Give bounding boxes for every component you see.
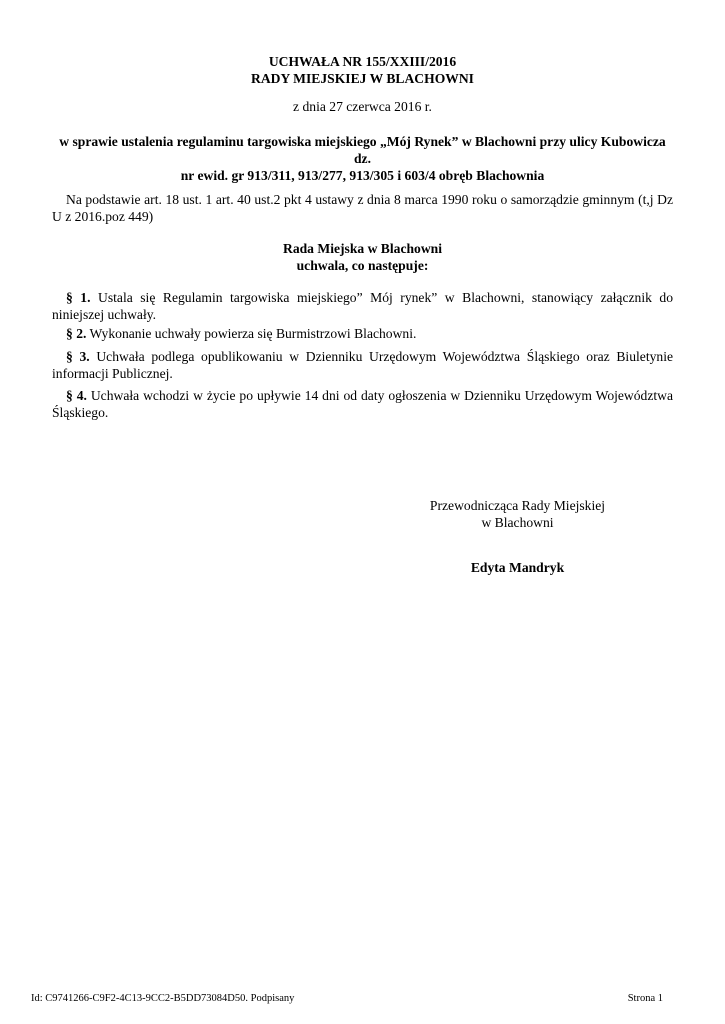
signature-role-line-2: w Blachowni (481, 515, 554, 530)
paragraph-4-text: Uchwała wchodzi w życie po upływie 14 dni od daty ogłoszenia w Dzienniku Urzędowym Województwa Śląskiego. (52, 388, 673, 420)
paragraph-2-number: § 2. (66, 326, 87, 341)
legal-basis: Na podstawie art. 18 ust. 1 art. 40 ust.2 pkt 4 ustawy z dnia 8 marca 1990 roku o samorządzie gminnym (t,j Dz U z 2016.poz 449) (52, 192, 673, 224)
resolution-date: z dnia 27 czerwca 2016 r. (293, 99, 432, 114)
resolution-number: UCHWAŁA NR 155/XXIII/2016 (268, 54, 457, 69)
resolves-line-2: uchwala, co następuje: (296, 258, 429, 273)
paragraph-3 (52, 348, 673, 382)
paragraph-4 (52, 387, 673, 421)
paragraph-1-number: § 1. (66, 290, 91, 305)
subject-line-2: nr ewid. gr 913/311, 913/277, 913/305 i 603/4 obręb Blachownia (180, 168, 545, 183)
page-number: Strona 1 (627, 993, 663, 1004)
resolution-title (52, 53, 673, 87)
paragraph-2-text: Wykonanie uchwały powierza się Burmistrzowi Blachowni. (86, 326, 417, 341)
resolves-heading (52, 240, 673, 274)
signature-role (400, 497, 635, 531)
signature-role-line-1: Przewodnicząca Rady Miejskiej (429, 498, 606, 513)
paragraph-1-text: Ustala się Regulamin targowiska miejskiego” Mój rynek” w Blachowni, stanowiący załącznik do niniejszej uchwały. (52, 290, 674, 322)
council-name: RADY MIEJSKIEJ W BLACHOWNI (251, 71, 474, 86)
signatory-name: Edyta Mandryk (470, 560, 565, 575)
document-id: Id: C9741266-C9F2-4C13-9CC2-B5DD73084D50. Podpisany (31, 993, 295, 1004)
resolution-subject (52, 133, 673, 184)
paragraph-3-text: Uchwała podlega opublikowaniu w Dzienniku Urzędowym Województwa Śląskiego oraz Biuletynie informacji Publicznej. (52, 349, 674, 381)
paragraph-1 (52, 289, 673, 323)
subject-line-1: w sprawie ustalenia regulaminu targowiska miejskiego „Mój Rynek” w Blachowni przy ulicy Kubowicza dz. (59, 134, 666, 166)
paragraph-3-number: § 3. (66, 349, 90, 364)
paragraph-4-number: § 4. (66, 388, 87, 403)
resolves-line-1: Rada Miejska w Blachowni (283, 241, 442, 256)
paragraph-2 (52, 325, 673, 342)
